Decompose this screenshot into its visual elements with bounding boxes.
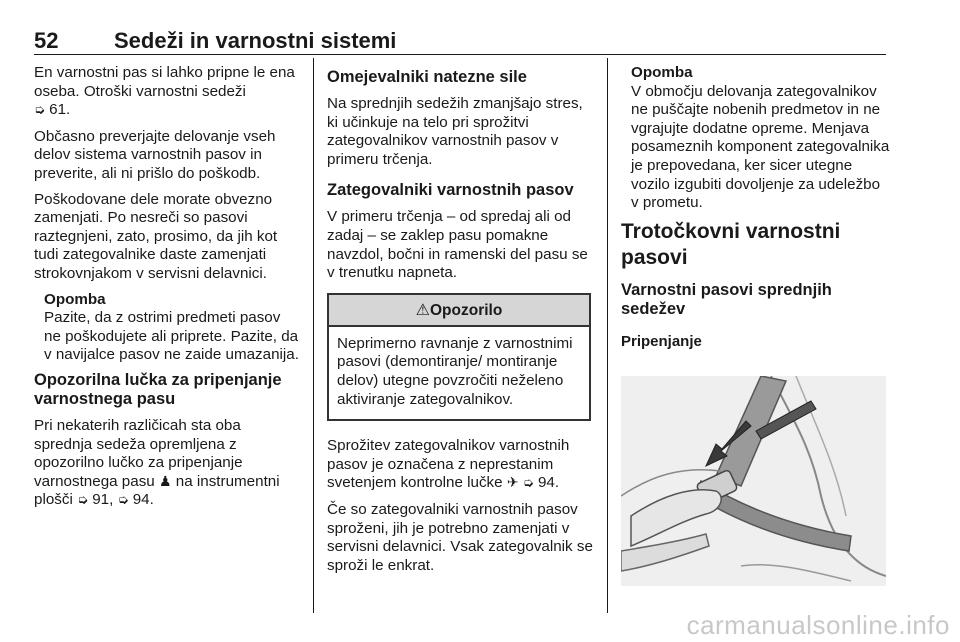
column-3 xyxy=(621,64,891,359)
chapter-heading: Trotočkovni varnostni pasovi xyxy=(621,219,841,269)
section-heading: Zategovalniki varnostnih pasov xyxy=(327,181,574,200)
airbag-icon: ✈ xyxy=(506,475,519,492)
column-divider xyxy=(607,58,608,613)
arrow-icon: ➭ xyxy=(77,493,88,509)
paragraph: En varnostni pas si lahko pripne le ena oseba. Otroški varnostni sedeži ➭ 61. xyxy=(34,64,295,119)
seatbelt-drawing xyxy=(621,376,886,586)
warning-title: Opozorilo xyxy=(430,301,503,319)
note-title: Opomba xyxy=(44,290,106,308)
arrow-icon: ➭ xyxy=(522,476,534,492)
page-header xyxy=(34,28,886,55)
chapter-title: Sedeži in varnostni sistemi xyxy=(114,28,397,53)
note-body: Pazite, da z ostrimi predmeti pasov ne poškodujete ali priprete. Pazite, da v navijalce pasov ne zaide umazanija. xyxy=(44,309,299,364)
paragraph: Sprožitev zategovalnikov varnostnih pasov je označena z neprestanim svetenjem kontrolne lučke ✈ ➭ 94. xyxy=(327,437,570,492)
seatbelt-icon: ♟ xyxy=(158,473,172,490)
page-reference[interactable]: 94. xyxy=(537,474,560,492)
section-heading: Omejevalniki natezne sile xyxy=(327,68,527,86)
note-body: V območju delovanja zategovalnikov ne puščajte nobenih predmetov in ne vgrajujte dodatne opreme. Menjava posameznih komponent zategovalnika je prepovedana, ker sicer utegne vozilo izgubiti dovoljenje za udeležbo v prometu. xyxy=(631,82,890,212)
paragraph: Občasno preverjajte delovanje vseh delov sistema varnostnih pasov in preverite, ali ni prišlo do poškodb. xyxy=(34,127,276,182)
paragraph: Pri nekaterih različicah sta oba sprednja sedeža opremljena z opozorilno lučko za pripenjanje varnostnega pasu ♟ na instrumentni plošči ➭ 91, ➭ 94. xyxy=(34,416,280,509)
page-number: 52 xyxy=(34,28,59,53)
section-heading: Opozorilna lučka za pripenjanje varnostnega pasu xyxy=(34,370,282,408)
paragraph: Poškodovane dele morate obvezno zamenjati. Po nesreči so pasovi raztegnjeni, zato, prosimo, da jih kot tudi zategovalnike daste zamenjati strokovnjakom v servisni delavnici. xyxy=(34,190,278,282)
note xyxy=(44,291,299,365)
arrow-icon: ➭ xyxy=(117,493,129,509)
seatbelt-illustration xyxy=(621,376,886,586)
column-divider xyxy=(313,58,314,613)
watermark: carmanualsonline.info xyxy=(686,610,950,640)
note xyxy=(631,64,891,213)
warning-icon: ⚠ xyxy=(415,299,430,319)
sub-heading: Pripenjanje xyxy=(621,332,702,350)
paragraph: V primeru trčenja – od spredaj ali od zadaj – se zaklep pasu pomakne navzdol, bočni in ramenski del pasu se v trenutku napneta. xyxy=(327,208,588,282)
column-1 xyxy=(34,64,299,518)
column-2 xyxy=(327,64,597,582)
page-reference[interactable]: 61. xyxy=(49,101,71,119)
section-heading: Varnostni pasovi sprednjih sedežev xyxy=(621,280,832,318)
page-reference[interactable]: 91, xyxy=(92,491,114,509)
paragraph: Če so zategovalniki varnostnih pasov sproženi, jih je potrebno zamenjati v servisni delavnici. Vsak zategovalnik se sproži le enkrat. xyxy=(327,500,593,574)
arrow-icon: ➭ xyxy=(34,103,45,119)
warning-body: Neprimerno ravnanje z varnostnimi pasovi (demontiranje/ montiranje delov) utegne povzročiti neželeno aktiviranje zategovalnikov. xyxy=(337,334,573,408)
warning-box xyxy=(327,293,591,421)
page-reference[interactable]: 94. xyxy=(132,491,154,509)
paragraph: Na sprednjih sedežih zmanjšajo stres, ki učinkuje na telo pri sprožitvi zategovalnikov varnostnih pasov v primeru trčenja. xyxy=(327,95,583,168)
warning-header xyxy=(329,295,589,327)
note-title: Opomba xyxy=(631,64,693,81)
